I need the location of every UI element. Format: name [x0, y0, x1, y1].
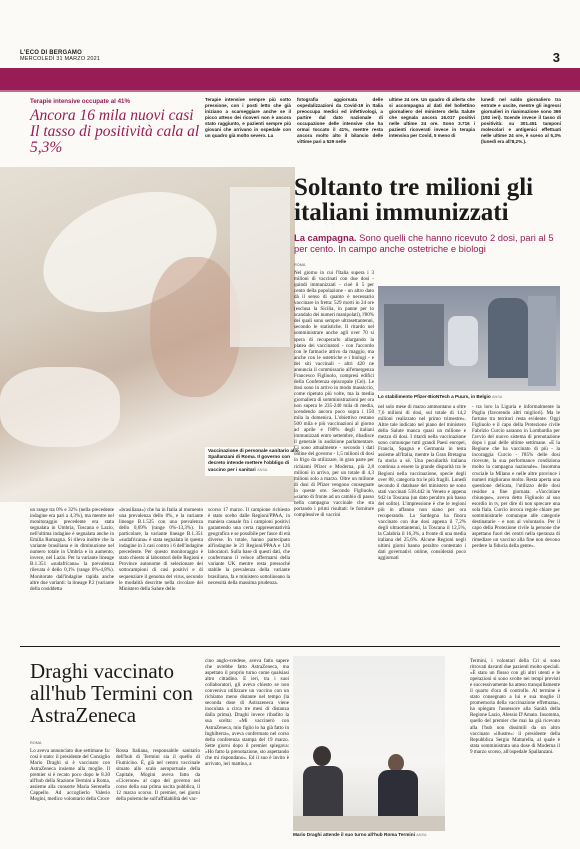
main-column-3: - tra loro la Liguria e informalmente la Puglia (favorendo altri migliori). Ma le fortune tra territori resta evidente. Oggi Figliuolo e il capo della Protezione civile Fabrizio Curcio saranno in Lombardia per l'avvio del nuovo sistema di prenotazione dopo i guai delle ultime settimane. «E la Regione che ha vaccinato di più - la incoraggia Curcio - l'85% delle dosi ricevute, la sua performance condiziona molto la campagna nazionale». Insomma cruciale la Milano e nelle altre province i numeri migliorano molto. Resta aperta una questione delicata, l'utilizzo delle dosi residue a fine giornata. «Vacciniare chiunque», aveva detto Figliuolo al suo esordio in tv, per dire di non sprecare una sola fiala. Curcio invoca regole chiare per somministrarle comunque alle categorie destinatarie - e non al volontario. Per il capo della Protezione civile la persone che aspettano fuori dei centri nella speranza di rimediare un vaccino alla fine non devono perdere la fiducia della gente». — [472, 404, 560, 550]
photo-credit: ANSA — [257, 468, 268, 472]
main-byline: ROMA — [294, 263, 306, 267]
main-headline: Soltanto tre milioni gli italiani immunizzati — [294, 174, 534, 226]
bottom-byline: ROMA — [30, 741, 42, 745]
vaccination-photo-caption — [205, 447, 303, 476]
sidebar-kicker: Terapie intensive occupate al 41% — [30, 98, 130, 105]
draghi-photo — [293, 656, 445, 831]
sidebar-column-3: ultime 24 ore. Un quadro di allerta che si accompagna al dati del bollettino giornaliero del ministero della Salute che segnala ancora 16.017 positivi nelle ultime 24 ore. Sono 3.716 i pazienti ricoverati invece in terapia intensiva per Covid, 5 meno di — [389, 97, 475, 138]
section-color-bar — [0, 68, 580, 90]
pfizer-caption-text: Lo stabilimento Pfizer-BioNTech a Puurs, in Belgio — [378, 394, 491, 399]
section-divider — [20, 646, 560, 647]
pfizer-plant-photo — [378, 286, 560, 391]
page-number: 3 — [552, 50, 560, 65]
section-color-bar-thin — [0, 90, 580, 92]
sidebar-column-1: Terapie intensive sempre più sotto pressione, con i posti letto che già iniziano a scarseggiare anche se il picco atteso dei ricoveri non è ancora stato raggiunto, e pazienti sempre più giovani che arrivano in ospedale con un quadro già molto severo. La — [205, 97, 291, 138]
main-column-1: Nel giorno in cui l'Italia supera i 3 milioni di vaccinati con due dosi - quindi immunizzati - cioè il 5 per cento della popolazione - un altro dato dà il senso di quanto è necessario vaccinare in fretta: 529 morti in 24 ore (esclusa la Sicilia, in panne per lo scandalo dei numeri manipolati), l'80% dei quali sono sempre ultrasettantenni, secondo le statistiche. Il ritardo nel somministrare anche agli over 70 si spera di recuperarlo allargando la platea dei vaccinatori - con l'accordo con le farmacie attivo da maggio, ma anche con le ostetriche e i biologi - e dei siti vaccinali - altri 420 ne annuncia il commissario all'emergenza Francesco Figliuolo, compresi edifici della Conferenza episcopale (Cei). Le dosi sono in arrivo in modo massiccio, come ripetuto più volte, ma la media giornaliera di somministrazioni per ora non supera le 235-240 mila di media, scendendo ancora poco sopra i 150 mila la domenica. L'obiettivo restano 500 mila e più vaccinazioni al giorno ad aprile e l'80% degli italiani immunizzati entro settembre, ribadisce il generale in audizione parlamentare. Ci sono attualmente - secondo i dati online del governo - 1,5 milioni di dosi in frigo da utilizzare, in gran parte per richiami Pfizer e Moderna, più 2,8 milioni in arrivo, per un totale di 4,3 milioni solo a marzo. Oltre un milione di dosi di Pfizer vengono consegnate in queste ore. Secondo Figliuolo, «siamo di fronte ad un cambio di passo nella campagna vaccinale che sta portando i primi risultati: le forniture complessive di vaccini — [294, 270, 374, 518]
main-deck — [294, 232, 564, 254]
bottom-column-1: Lo aveva annunciato due settimane fa: così è stato: il presidente del Consiglio Mario Draghi si è vaccinato con AstraZeneca insieme alla moglie. Il premier si è recato poco dopo le 8.30 all'hub della Stazione Termini a Roma, assieme alla consorte Maria Serenella Cappello. Ad accoglierlo Valerio Mogini, medico volontario della Croce — [30, 748, 110, 803]
bottom-headline: Draghi vaccinato all'hub Termini con AstraZeneca — [30, 659, 193, 727]
pfizer-photo-caption — [378, 394, 502, 399]
deck-text: Sono quelli che hanno ricevuto 2 dosi, pari al 5 per cento. In campo anche ostetriche e biologi — [294, 232, 554, 254]
bottom-column-3: cino anglo-svedese, aveva fatto sapere che avrebbe fatto AstraZeneca, ma aspettato il proprio turno come qualsiasi altro cittadino. E ieri, tra i suoi collaboratori, gli aveva chiesto se non conveniva utilizzare un vaccino con un richiamo meno distante nel tempo (la seconda dose di Astrazeneca viene inoculata a circa tre mesi di distanza dalla prima). Draghi invece ribadito la sua scelta: «Mi vaccinerò con AstraZeneca, mio figlio lo ha già fatto in Inghilterra», aveva confermato nel corso della conferenza stampa del 19 marzo. Sette giorni dopo il premier spiegava: «Ho fatto la prenotazione, sto aspettando che mi rispondano». Ed il suo è invito è arrivato, ieri mattina, a — [205, 658, 289, 767]
masthead — [20, 50, 100, 62]
pfizer-photo-credit: ANSA — [492, 395, 503, 399]
draghi-photo-credit: ANSA — [416, 833, 427, 837]
bottom-column-2: Rossa Italiana, responsabile sanitario dell'hub di Termini sia il quello di Fiumicino. È, già nel centro vaccinale situato allo scalo aeroportuale della Capitale, Mogini aveva fatto da «Cicerone» al capo del governo nel corso della sua prima uscita pubblica, il 12 marzo scorso. Il premier, nei giorni della polemiche sull'affidabilità del vac- — [116, 748, 200, 803]
left-column-a: un range tra 0% e 32% (nella precedente indagine era pari a 4,3%), ma mentre nel monitoraggio precedente era stata segnalata in Umbria, Toscana e Lazio, nell'ultima indagine è segnalata anche in Emilia Romagna. Si rileva inoltre che la variante brasiliana e in diminuzione nel numero totale in Umbria e in aumento, invece, nel Lazio. Per la variante lineage B.1.351 «sudafricana» la prevalenza rilevata è dello 0,1% (range 0%-4,8%). Monitorate dall'indagine rapida anche altre due varianti: la lineage P.2 (variante della cosiddetta — [30, 507, 114, 592]
left-column-c: scorso 17 marzo. Il campione richiesto è stato scelto dalle Regioni/PPAA, in maniera casuale fra i campioni positivi garantendo una certa rappresentatività geografica e se possibile per fasce di età diverse. In totale, hanno partecipato all'indagine le 21 Regioni/PPAA e 126 laboratori. Sulla base di questi dati, che confermano il veloce affermarsi della variante UK mentre resta pressoché stabile la prevalenza della variante brasiliana, fa e ministero sottolineano la necessità della massima prudenza. — [208, 507, 290, 586]
photo-caption-text: Vaccinazione di personale sanitario allo Spallanzani di Roma. Il governo con decreto intende mettere l'obbligo di vaccino per i sanitari — [208, 449, 299, 473]
draghi-caption-text: Mario Draghi attende il suo turno all'hub Roma Termini — [293, 832, 415, 837]
masthead-date: MERCOLEDÌ 31 MARZO 2021 — [20, 56, 101, 62]
sidebar-headline: Ancora 16 mila nuovi casi Il tasso di positività cala al 5,3% — [30, 107, 200, 156]
masthead-name: L'ECO DI BERGAMO — [20, 50, 82, 56]
deck-lead: La campagna. — [294, 232, 357, 243]
left-column-b: «brasiliana») che ha in Italia al momento una prevalenza dello 0%, e la variante lineage B.1.525 con una prevalenza dello 0,69% (range 0%-13,3%). In particolare, la variante lineage B.1.351 «sudafricana» è stata segnalata in questa indagine in 3 casi contro i 6 dell'indagine precedente. Per questo monitoraggio è stato chiesto ai laboratori delle Regioni e Province autonome di selezionare dei sottocampioni di casi positivi e di sequenziare il genoma del virus, secondo le modalità descritte nella circolare del Ministero della Salute dello — [119, 507, 203, 592]
draghi-photo-caption — [293, 832, 427, 837]
sidebar-column-2: fotografia aggiornata delle ospedalizzazioni da Covid-19 in Italia preoccupa medici ed infettivologi, a partire dal dato nazionale di occupazione delle intensive che ha ormai toccato il 41%, mentre resta ancora molto alto il bilancio delle vittime pari a 529 nelle — [297, 97, 383, 144]
bottom-column-4: Termini, i volontari della Cri si sono ritrovati davanti due pazienti molto speciali. «È stato un flusso con gli altri utenti e le operazioni si sono svolte nei tempi previsti e successivamente ha atteso tranquillamente il quarto d'ora di controllo. Al termine è stato consegnato a lui e sua moglie il promemoria della vaccinazione effettuata», ha spiegato l'assessore alla Sanità della Regione Lazio, Alessio D'Amato. Insomma, quello del premier che mai ha già ricevuto alla l'hub non dissimili da un altro vaccinato «illustre»: il presidente della Repubblica Sergio Mattarella, al quale è stata somministrata una dose di Moderna il 9 marzo scorso, all'ospedale Spallanzani. — [470, 658, 560, 755]
main-column-2: nel solo mese di marzo ammontano a oltre 7,6 milioni di dosi, sul totale di 14,2 milioni realizzato nel primo trimestre». Altre tale indicato nel piano del ministero della Salute manca quasi un milione e mezzo di dosi. I ritardi nella vaccinazione sono comunque tutti grandi Paesi europei, Francia, Spagna e Germania in testa assieme all'Italia, mentre la Gran Bretagna fa storia a sé. Una peculiarità italiana continua a essere la grande disparità tra le Regioni nella vaccinazione, specie degli over 80, categoria tra le più fragili. Lunedì secondo il database del ministero ne sono stati vaccinati 518.442 in Veneto e appena 942 in Toscana (un dato peraltro più basso del solito). L'impressione è che le regioni più in affanno non siano per ora recuperando. La Sardegna ha finora vaccinato con due dosi appena il 7,2% degli ultraottantenni, la Toscana il 12,5%, la Calabria il 16,3%, a fronte di una media italiana del 25,6%. Alcune Regioni negli ultimi giorni hanno peraltro contestato i dati governativi online, considerati poco aggiornati — [378, 404, 466, 562]
sidebar-column-4: lunedì nel saldo giornaliero tra entrate e uscite, mentre gli ingressi giornalieri in rianimazione sono 369 (192 ieri). Scende invece il tasso di positività: su 301.451 tamponi molecolari e antigenici effettuati nelle ultime 24 ore, è sceso al 5,3% (lunedì era all'8,2%.). — [481, 97, 561, 144]
